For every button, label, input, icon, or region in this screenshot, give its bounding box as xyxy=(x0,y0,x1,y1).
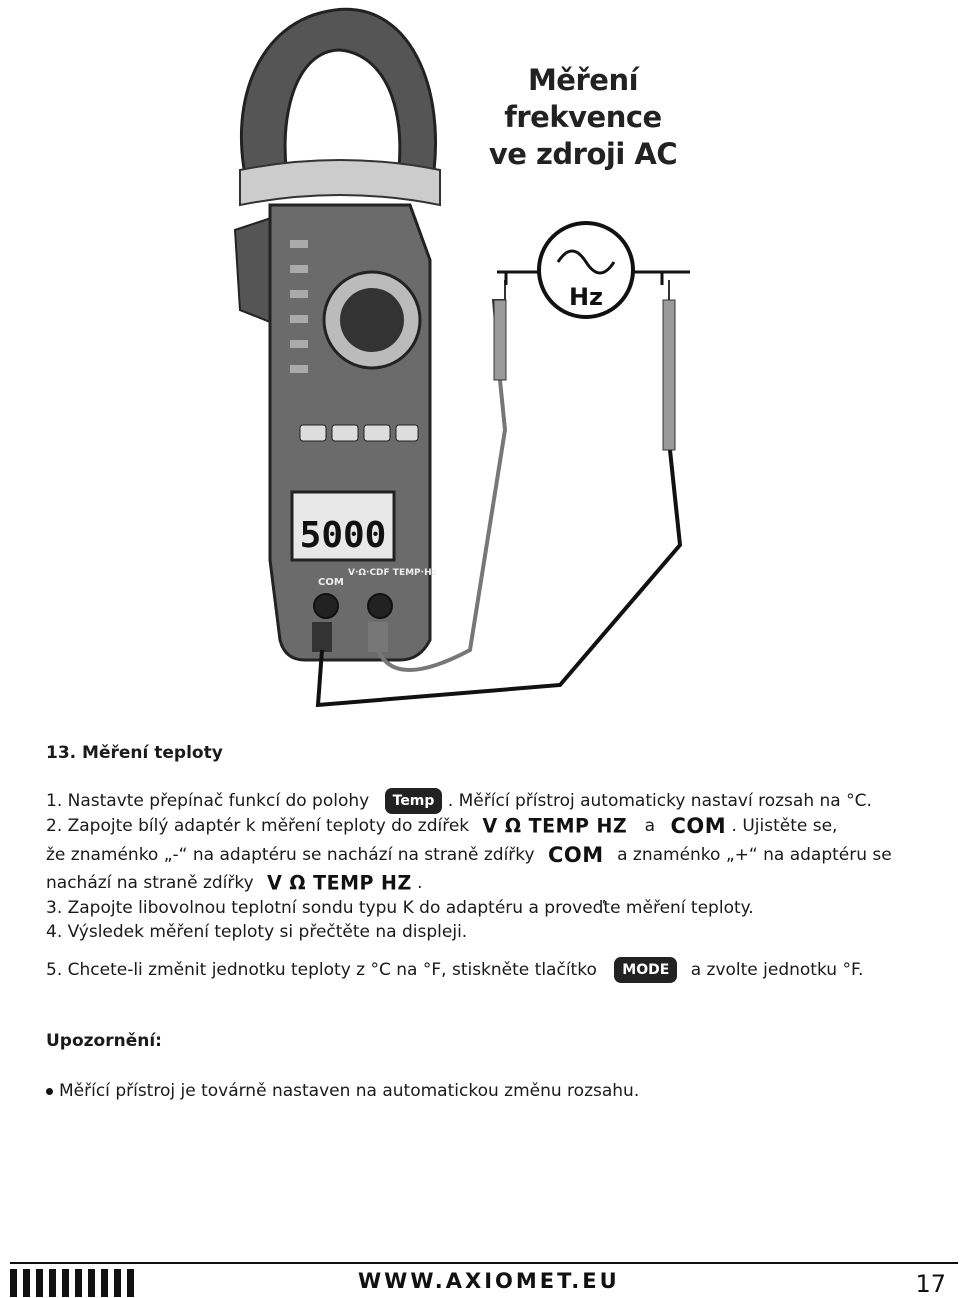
step-4: 4. Výsledek měření teploty si přečtěte na displeji. xyxy=(46,922,468,942)
display-reading: 5000 xyxy=(299,515,387,556)
mode-button-icon: MODE xyxy=(614,957,677,983)
step-3: 3. Zapojte libovolnou teplotní sondu typu K do adaptéru a proveďte měření teploty. xyxy=(46,898,754,918)
step-2-line-3: nachází na straně zdířky V Ω TEMP HZ . xyxy=(46,871,423,895)
step-5: 5. Chcete-li změnit jednotku teploty z °C na °F, stiskněte tlačítko MODE a zvolte jednotku °F. xyxy=(46,957,863,983)
illustration-title: Měření frekvence ve zdroji AC xyxy=(488,63,678,171)
step-2: 2. Zapojte bílý adaptér k měření teploty do zdířek V Ω TEMP HZ a COM . Ujistěte se, xyxy=(46,814,838,838)
footer-url: WWW.AXIOMET.EU xyxy=(358,1269,620,1293)
page-number: 17 xyxy=(915,1270,946,1298)
footer-divider xyxy=(10,1262,958,1264)
svg-text:V·Ω·CDF TEMP·Hz: V·Ω·CDF TEMP·Hz xyxy=(348,568,437,578)
v-ohm-temp-hz-jack-icon: V Ω TEMP HZ xyxy=(482,814,628,838)
step-1: 1. Nastavte přepínač funkcí do polohy Temp . Měřící přístroj automaticky nastaví rozsah na °C. xyxy=(46,788,872,814)
section-title: 13. Měření teploty xyxy=(46,743,223,763)
bullet-icon xyxy=(46,1088,53,1095)
v-ohm-temp-hz-jack-icon: V Ω TEMP HZ xyxy=(267,871,412,895)
com-jack xyxy=(314,594,338,618)
warning-title: Upozornění: xyxy=(46,1031,162,1051)
warning-bullet: Měřící přístroj je továrně nastaven na automatickou změnu rozsahu. xyxy=(46,1081,639,1101)
step-2-line-2: že znaménko „-“ na adaptéru se nachází na straně zdířky COM a znaménko „+“ na adaptéru se xyxy=(46,843,892,867)
com-jack-icon: COM xyxy=(548,843,604,867)
svg-text:COM: COM xyxy=(318,577,344,588)
source-label: Hz xyxy=(568,283,604,311)
temp-button-icon: Temp xyxy=(385,788,443,814)
input-jack xyxy=(368,594,392,618)
footer-bars-decoration xyxy=(10,1269,134,1297)
com-jack-icon: COM xyxy=(670,814,727,838)
